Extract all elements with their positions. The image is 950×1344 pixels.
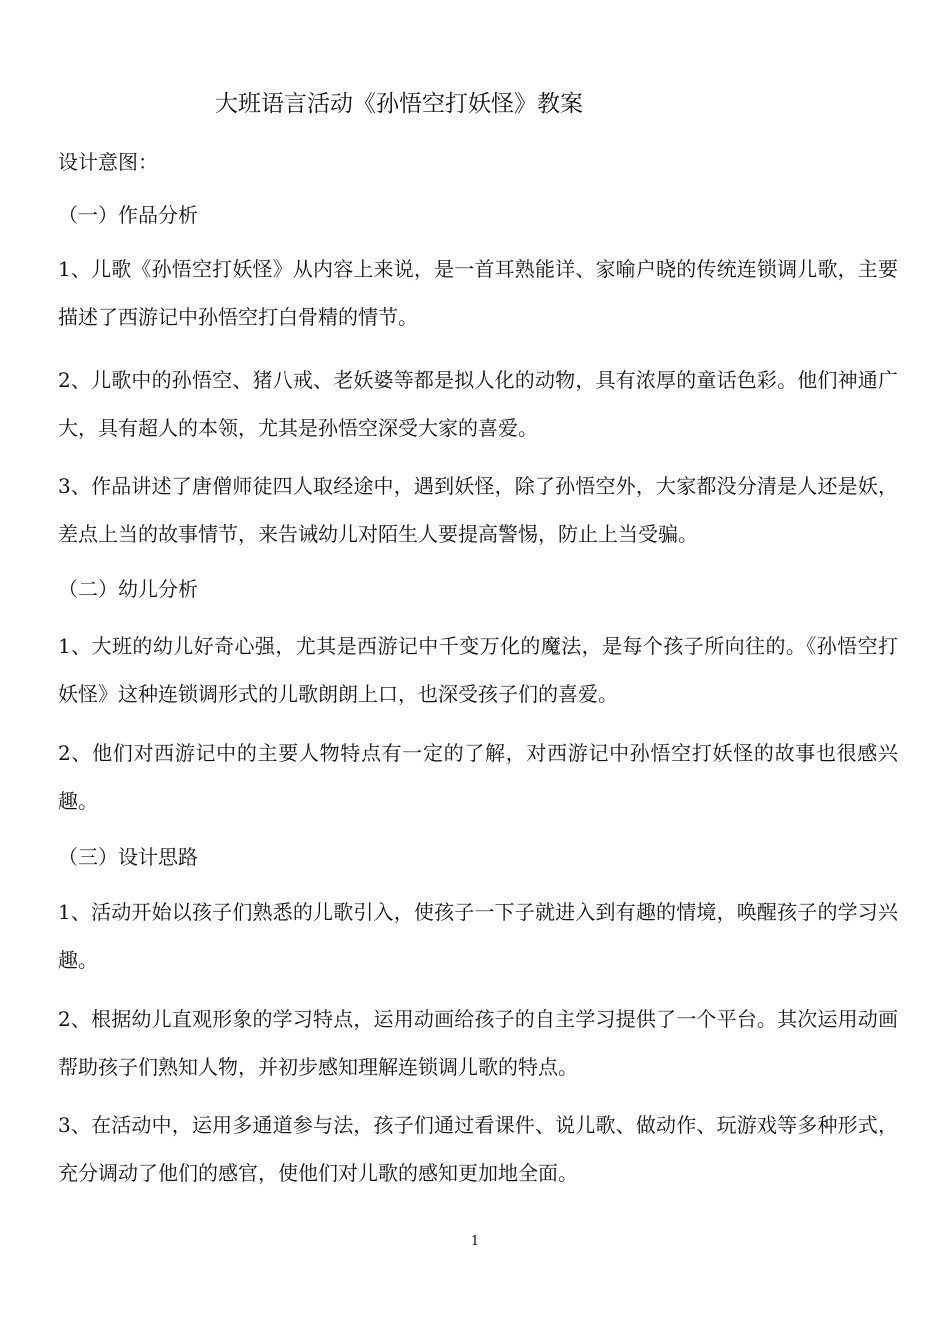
section-heading: （三）设计思路 <box>58 845 198 869</box>
section-heading: （一）作品分析 <box>58 203 198 227</box>
paragraph: 1、大班的幼儿好奇心强，尤其是西游记中千变万化的魔法，是每个孩子所向往的。《孙悟空打妖怪》这种连锁调形式的儿歌朗朗上口，也深受孩子们的喜爱。 <box>58 634 898 706</box>
paragraph: 1、活动开始以孩子们熟悉的儿歌引入，使孩子一下子就进入到有趣的情境，唤醒孩子的学习兴趣。 <box>58 900 898 972</box>
page-number: 1 <box>470 1234 480 1249</box>
document-title: 大班语言活动《孙悟空打妖怪》教案 <box>215 91 583 117</box>
paragraph: 2、儿歌中的孙悟空、猪八戒、老妖婆等都是拟人化的动物，具有浓厚的童话色彩。他们神通广大，具有超人的本领，尤其是孙悟空深受大家的喜爱。 <box>58 368 898 440</box>
paragraph: 3、作品讲述了唐僧师徒四人取经途中，遇到妖怪，除了孙悟空外，大家都没分清是人还是妖，差点上当的故事情节，来告诫幼儿对陌生人要提高警惕，防止上当受骗。 <box>58 474 898 546</box>
paragraph: 2、他们对西游记中的主要人物特点有一定的了解，对西游记中孙悟空打妖怪的故事也很感兴趣。 <box>58 741 898 813</box>
paragraph: 2、根据幼儿直观形象的学习特点，运用动画给孩子的自主学习提供了一个平台。其次运用动画帮助孩子们熟知人物，并初步感知理解连锁调儿歌的特点。 <box>58 1007 898 1079</box>
design-intent-heading: 设计意图： <box>58 150 158 174</box>
paragraph: 1、儿歌《孙悟空打妖怪》从内容上来说，是一首耳熟能详、家喻户晓的传统连锁调儿歌，主要描述了西游记中孙悟空打白骨精的情节。 <box>58 257 898 329</box>
section-heading: （二）幼儿分析 <box>58 577 198 601</box>
paragraph: 3、在活动中，运用多通道参与法，孩子们通过看课件、说儿歌、做动作、玩游戏等多种形式，充分调动了他们的感官，使他们对儿歌的感知更加地全面。 <box>58 1113 898 1185</box>
